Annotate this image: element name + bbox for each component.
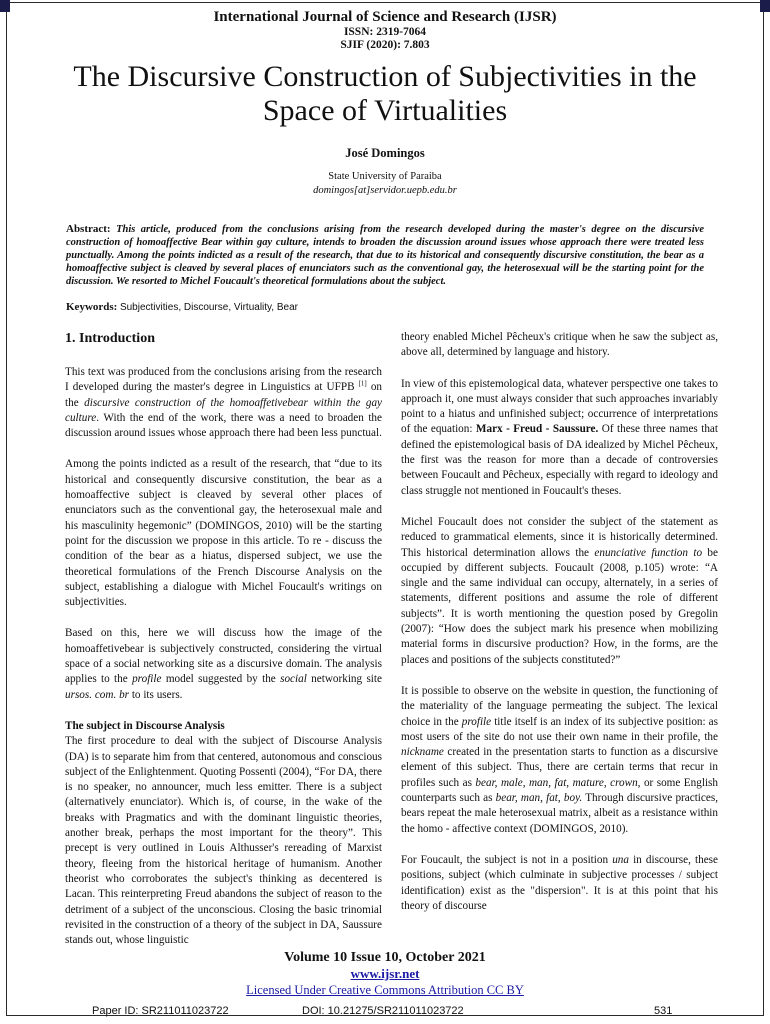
text-run: This text was produced from the conclusions arising from the research I developed during the master's degree in Linguistics at UFPB [65,366,382,394]
text-run: Through discursive practices, bears repeat the male heterosexual matrix, albeit as a resistance within the homo - affective context (DOMINGOS, 2010). [401,792,718,835]
text-run: in discourse, these positions, subject (which culminate in subjective processes / subject identification) exist as the "dispersion". It is at this point that his theory of discourse [401,853,718,912]
text-run: Of these three names that defined the epistemological basis of DA idealized by Michel Pêcheux, the first was the reason for more than a decade of controversies between Foucault and Pêcheux, especially with regard to ideology and class struggle not mentioned in Foucault's theses. [401,423,718,497]
emphasis: ursos. com. br [65,688,130,701]
journal-name: International Journal of Science and Research (IJSR) [213,9,557,25]
intro-paragraph-3 [65,626,382,702]
journal-header [0,9,770,53]
text-run: created in the presentation starts to function as a discursive element of this subject. Thus, there are certain terms that recur in profiles such as [401,746,718,789]
right-column [401,330,718,930]
issn: ISSN: 2319-7064 [343,26,427,39]
sjif: SJIF (2020): 7.803 [340,39,430,52]
license-link[interactable]: Licensed Under Creative Commons Attribution CC BY [246,983,524,997]
text-run: For Foucault, the subject is not in a position [401,853,613,866]
intro-paragraph-2: Among the points indicted as a result of the research, that “due to its historical and consequently discursive constitution, the bear as a homoaffective subject is cleaved by several other places of enunciators such as the conventional gay, the heterosexual male and his masculinity hegemonic” (DOMINGOS, 2010) will be the starting point for the discussion we propose in this article. To re - discuss the condition of the bear as a hiatus, dispersed subject, we use the theoretical formulations of the French Discourse Analysis on the subject, establishing a dialogue with Michel Foucault's writings on subjectivities. [65,458,382,609]
text-run: Based on this, here we will discuss how the image of the homoaffetivebear is subjectively constructed, considering the virtual space of a social networking site as a discursive domain. The analysis applies to the [65,627,382,686]
text-run: networking site [306,673,382,686]
emphasis: profile [132,673,162,686]
emphasis: social [280,673,307,686]
intro-paragraph-1 [65,365,382,441]
text-run: to its users. [129,688,183,701]
abstract-label: Abstract: [66,223,111,235]
emphasis: profile [461,715,492,728]
volume-info: Volume 10 Issue 10, October 2021 [284,950,486,965]
emphasis: enunciative function to [594,546,703,559]
text-run: be occupied by different subjects. Foucault (2008, p.105) wrote: “A single and the same individual can occupy, alternately, in a series of statements, different positions and assume the role of different subjects”. It is worth mentioning the question posed by Gregolin (2007): “How does the subject mark his presence when mobilizing material forms in discursive production? How, in the forms, are the places and positions of the subjects constituted?” [401,546,718,666]
right-paragraph-2 [401,377,718,499]
emphasis: una [612,853,629,866]
text-run: . With the end of the work, there was a need to broaden the discussion around issues whose approach there had been less punctual. [65,411,382,440]
subsection-heading: The subject in Discourse Analysis [65,719,225,732]
section-heading-introduction: 1. Introduction [65,331,155,346]
citation-mark: [1] [358,379,367,388]
author-email: domingos[at]servidor.uepb.edu.br [313,185,457,196]
text-run: or some English counterparts such as [401,776,718,805]
abstract [66,223,704,288]
emphasis: nickname [401,746,444,759]
page-footer [0,950,770,998]
right-paragraph-1: theory enabled Michel Pêcheux's critique when he saw the subject as, above all, determined by language and history. [401,331,718,359]
affiliation-block [0,170,770,198]
text-run: In view of this epistemological data, whatever perspective one takes to approach it, one must always consider that such approaches invariably point to a hiatus and unfinished subject; occurrence of interpretations of the equation: [401,377,718,436]
website-link[interactable]: www.ijsr.net [350,966,420,981]
right-paragraph-3 [401,515,718,668]
right-paragraph-5 [401,853,718,914]
emphasis: bear, male, man, fat, mature, crown, [475,776,641,789]
emphasis-bold: Marx - Freud - Saussure. [475,423,599,436]
left-column [65,330,382,964]
affiliation: State University of Paraiba [328,171,442,182]
paper-title: The Discursive Construction of Subjectivities in the Space of Virtualities [73,60,697,127]
doi: DOI: 10.21275/SR211011023722 [302,1005,464,1017]
page-number: 531 [654,1005,673,1017]
emphasis: discursive construction of the homoaffetivebear within the gay culture [65,396,383,424]
keywords-value: Subjectivities, Discourse, Virtuality, Bear [119,302,298,313]
right-paragraph-4 [401,684,718,837]
paper-id: Paper ID: SR211011023722 [92,1005,229,1017]
text-run: on the [65,381,383,409]
emphasis: bear, man, fat, boy. [495,792,583,805]
da-paragraph: The first procedure to deal with the subject of Discourse Analysis (DA) is to separate him from that centered, autonomous and conscious subject of the Enlightenment. Quoting Possenti (2004), “For DA, there is no speaker, no announcer, much less emitter. There is a subject (alternatively enunciator). Which is, of course, in the wake of the breaks with Pragmatics and with the dominant linguistic theories, another break, perhaps the most important for the theory”. This precept is very outlined in Louis Althusser's rereading of Marxist theory, fleeing from the historical heritage of humanism. Another theorist who corroborates the subject's thinking as decentered is Lacan. This reinterpreting Freud abandons the subject of reason to the detriment of a subject of the unconscious. Closing the basic trinomial revisited in the construction of a theory of the subject in DA, Saussure stands out, whose linguistic [65,735,382,947]
keywords-label: Keywords: [66,301,118,313]
text-run: Michel Foucault does not consider the subject of the statement as reduced to grammatical elements, since it is historically determined. This historical determination allows the [401,515,718,559]
keywords [66,301,704,313]
text-run: title itself is an index of its subjective position: as most users of the site do not use their own name in their profile, the [401,715,719,743]
author-name: José Domingos [345,146,425,160]
text-run: model suggested by the [161,673,281,686]
abstract-text: This article, produced from the conclusions arising from the research developed during the master's degree on the discursive construction of homoaffective Bear within gay culture, intends to broaden the discussion around issues whose approach there were treated less punctually. Among the points indicted as a result of the research, that due to its historical and consequently discursive constitution, the bear as a homoaffective subject is cleaved by several places of enunciators such as the conventional gay, the heterosexual will be the starting point for the discussion. We resorted to Michel Foucault's theoretical formulations about the subject. [66,224,704,287]
text-run: It is possible to observe on the website in question, the functioning of the materiality of the language permeating the subject. The lexical choice in the [401,684,718,728]
